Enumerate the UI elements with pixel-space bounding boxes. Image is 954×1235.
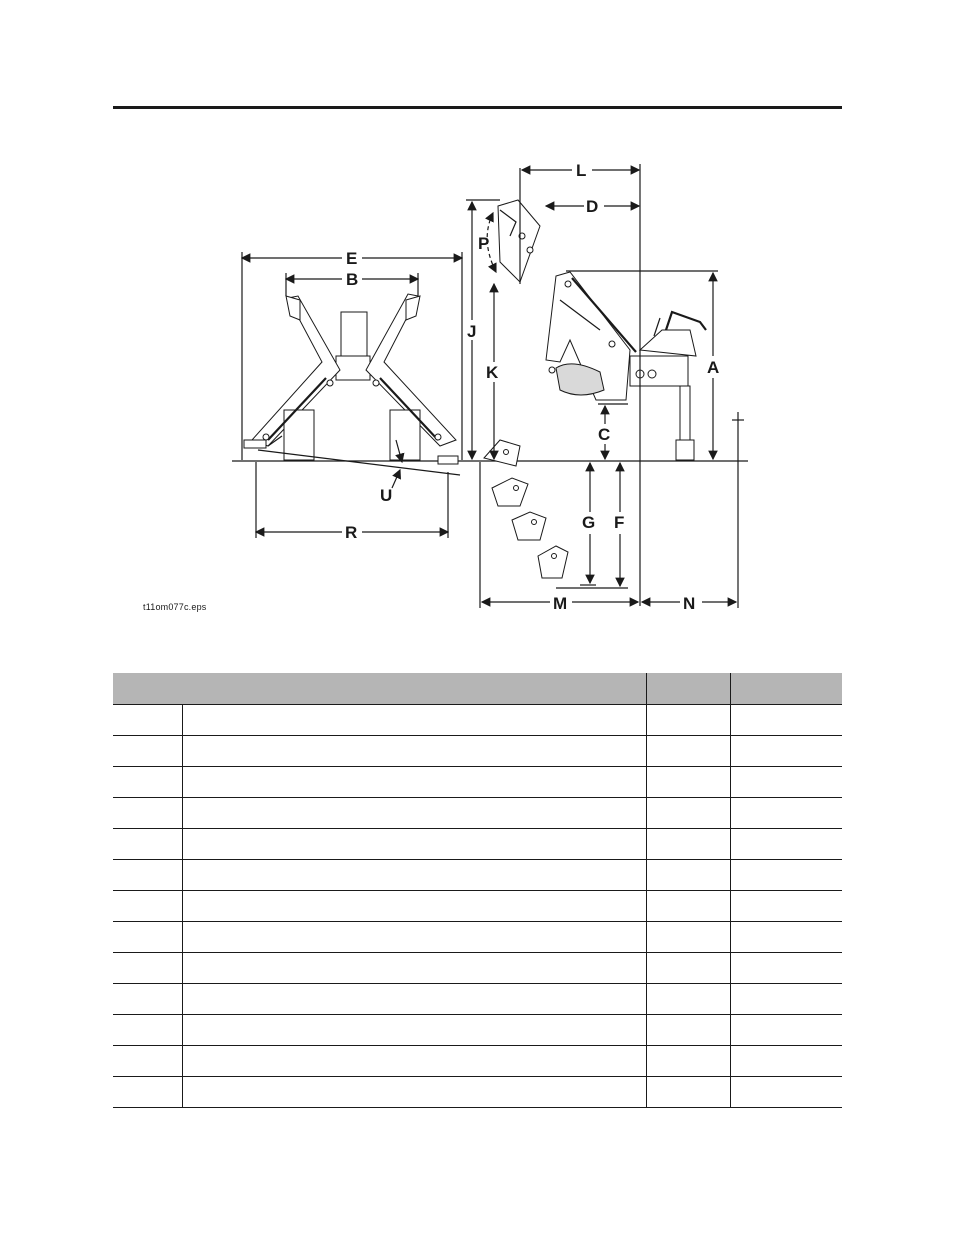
table-row [113, 860, 842, 891]
table-cell [182, 922, 646, 953]
table-row [113, 736, 842, 767]
table-cell [113, 829, 182, 860]
table-row [113, 984, 842, 1015]
table-cell [182, 767, 646, 798]
dimension-k-label: K [486, 363, 499, 382]
dimension-p-label: P [478, 234, 490, 253]
table-cell [182, 1015, 646, 1046]
table-header-col-4 [730, 673, 842, 705]
dimension-e-label: E [346, 249, 358, 268]
table-cell [646, 829, 730, 860]
dimension-g-label: G [582, 513, 596, 532]
dimension-u-label: U [380, 486, 393, 505]
table-cell [113, 736, 182, 767]
table-cell [113, 984, 182, 1015]
dimension-m-label: M [553, 594, 568, 613]
dimension-l-label: L [576, 161, 587, 180]
table-cell [182, 860, 646, 891]
table-header-row [113, 673, 842, 705]
table-row [113, 1015, 842, 1046]
table-row [113, 922, 842, 953]
table-cell [646, 922, 730, 953]
table-cell [113, 705, 182, 736]
table-cell [182, 984, 646, 1015]
table-cell [646, 767, 730, 798]
dimension-f-label: F [614, 513, 625, 532]
table-cell [113, 922, 182, 953]
table-cell [646, 705, 730, 736]
table-cell [182, 736, 646, 767]
table-header-col-3 [646, 673, 730, 705]
table-cell [182, 798, 646, 829]
table-row [113, 1077, 842, 1108]
dimension-j-label: J [467, 322, 477, 341]
table-cell [113, 1015, 182, 1046]
table-row [113, 891, 842, 922]
table-header-description [113, 673, 646, 705]
table-row [113, 953, 842, 984]
table-cell [646, 736, 730, 767]
table-row [113, 798, 842, 829]
table-cell [730, 922, 842, 953]
figure-file-label: t11om077c.eps [143, 602, 207, 612]
table-cell [730, 1015, 842, 1046]
table-cell [113, 891, 182, 922]
table-cell [730, 891, 842, 922]
table-cell [730, 1077, 842, 1108]
dimension-n-label: N [683, 594, 696, 613]
dimension-r-label: R [345, 523, 358, 542]
table-cell [182, 891, 646, 922]
table-cell [730, 984, 842, 1015]
table-cell [646, 1077, 730, 1108]
table-cell [113, 1077, 182, 1108]
table-cell [730, 953, 842, 984]
table-cell [113, 953, 182, 984]
table-cell [113, 860, 182, 891]
table-row [113, 1046, 842, 1077]
table-cell [646, 953, 730, 984]
table-cell [646, 860, 730, 891]
table-cell [646, 798, 730, 829]
dimension-spec-table [113, 673, 842, 1108]
table-cell [646, 891, 730, 922]
table-cell [646, 1015, 730, 1046]
table-cell [182, 705, 646, 736]
table-cell [646, 1046, 730, 1077]
table-cell [730, 860, 842, 891]
table-row [113, 705, 842, 736]
table-cell [182, 1046, 646, 1077]
table-cell [182, 953, 646, 984]
dimension-c-label: C [598, 425, 611, 444]
table-cell [730, 736, 842, 767]
table-cell [730, 829, 842, 860]
table-cell [182, 829, 646, 860]
table-cell [646, 984, 730, 1015]
table-cell [730, 767, 842, 798]
dimension-d-label: D [586, 197, 599, 216]
dimension-b-label: B [346, 270, 359, 289]
table-row [113, 767, 842, 798]
dimension-a-label: A [707, 358, 720, 377]
rear-view-backhoe [244, 294, 460, 475]
table-cell [730, 705, 842, 736]
table-cell [730, 1046, 842, 1077]
table-cell [113, 767, 182, 798]
table-cell [113, 1046, 182, 1077]
table-cell [182, 1077, 646, 1108]
table-row [113, 829, 842, 860]
table-cell [730, 798, 842, 829]
table-cell [113, 798, 182, 829]
